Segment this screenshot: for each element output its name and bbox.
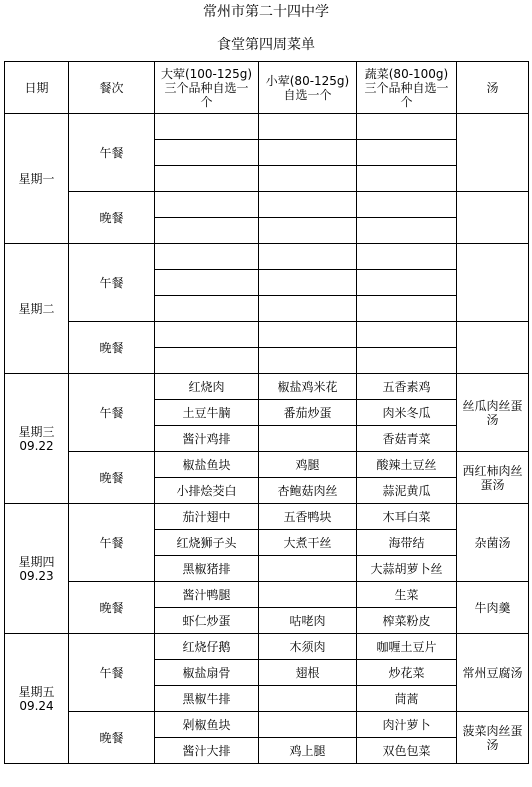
- table-row: [5, 114, 529, 140]
- big-meat-dish: 黑椒猪排: [155, 556, 259, 582]
- day-cell: [5, 244, 69, 374]
- table-row: [5, 322, 529, 348]
- header-small-meat-line: 小荤(80-125g): [265, 73, 350, 88]
- meal-cell-dinner: 晚餐: [69, 322, 155, 374]
- vegetable-dish: 大蒜胡萝卜丝: [357, 556, 457, 582]
- day-name: 星期五: [18, 684, 55, 699]
- small-meat-dish: [259, 686, 357, 712]
- small-meat-dish: 椒盐鸡米花: [259, 374, 357, 400]
- small-meat-dish: 鸡腿: [259, 452, 357, 478]
- table-row: [5, 192, 529, 218]
- vegetable-dish: [357, 296, 457, 322]
- big-meat-dish: 酱汁鸡排: [155, 426, 259, 452]
- big-meat-dish: 椒盐鱼块: [155, 452, 259, 478]
- school-name: 常州市第二十四中学: [203, 4, 329, 20]
- vegetable-dish: 双色包菜: [357, 738, 457, 764]
- vegetable-dish: [357, 192, 457, 218]
- small-meat-dish: [259, 348, 357, 374]
- small-meat-dish: 杏鲍菇肉丝: [259, 478, 357, 504]
- small-meat-dish: 鸡上腿: [259, 738, 357, 764]
- day-cell: [5, 504, 69, 634]
- header-vegetable-line: 三个品种自选一: [364, 80, 449, 95]
- small-meat-dish: 木须肉: [259, 634, 357, 660]
- day-name: 星期四: [18, 554, 55, 569]
- big-meat-dish: 酱汁鸭腿: [155, 582, 259, 608]
- big-meat-dish: [155, 244, 259, 270]
- small-meat-dish: [259, 244, 357, 270]
- big-meat-dish: [155, 218, 259, 244]
- soup-cell: [457, 192, 529, 244]
- vegetable-dish: 木耳白菜: [357, 504, 457, 530]
- header-big-meat-line: 大荤(100-125g): [160, 66, 253, 81]
- meal-cell-lunch: 午餐: [69, 114, 155, 192]
- small-meat-dish: [259, 166, 357, 192]
- day-cell: [5, 114, 69, 244]
- day-name: 星期二: [18, 301, 55, 316]
- table-row: [5, 374, 529, 400]
- day-date: 09.22: [19, 438, 54, 453]
- vegetable-dish: 酸辣土豆丝: [357, 452, 457, 478]
- meal-cell-lunch: 午餐: [69, 504, 155, 582]
- big-meat-dish: [155, 140, 259, 166]
- vegetable-dish: 咖喱土豆片: [357, 634, 457, 660]
- small-meat-dish: 咕咾肉: [259, 608, 357, 634]
- small-meat-dish: [259, 712, 357, 738]
- small-meat-dish: [259, 556, 357, 582]
- vegetable-dish: 香菇青菜: [357, 426, 457, 452]
- small-meat-dish: 翅根: [259, 660, 357, 686]
- big-meat-dish: 土豆牛腩: [155, 400, 259, 426]
- vegetable-dish: [357, 244, 457, 270]
- meal-cell-dinner: 晚餐: [69, 582, 155, 634]
- vegetable-dish: 五香素鸡: [357, 374, 457, 400]
- meal-cell-lunch: 午餐: [69, 244, 155, 322]
- big-meat-dish: [155, 322, 259, 348]
- vegetable-dish: 肉汁萝卜: [357, 712, 457, 738]
- small-meat-dish: [259, 270, 357, 296]
- small-meat-dish: 五香鸭块: [259, 504, 357, 530]
- soup-cell: 西红柿肉丝蛋汤: [457, 452, 529, 504]
- meal-cell-lunch: 午餐: [69, 634, 155, 712]
- big-meat-dish: 红烧狮子头: [155, 530, 259, 556]
- header-small-meat: [259, 62, 357, 114]
- table-row: [5, 712, 529, 738]
- small-meat-dish: [259, 582, 357, 608]
- header-big-meat-line: 三个品种自选一: [164, 80, 249, 95]
- vegetable-dish: [357, 270, 457, 296]
- table-row: [5, 634, 529, 660]
- soup-cell: 菠菜肉丝蛋汤: [457, 712, 529, 764]
- vegetable-dish: 榨菜粉皮: [357, 608, 457, 634]
- header-vegetable-line: 个: [400, 94, 413, 109]
- day-name: 星期一: [18, 171, 55, 186]
- big-meat-dish: [155, 114, 259, 140]
- vegetable-dish: 蒜泥黄瓜: [357, 478, 457, 504]
- soup-cell: 牛肉羹: [457, 582, 529, 634]
- soup-cell: 杂菌汤: [457, 504, 529, 582]
- vegetable-dish: 肉米冬瓜: [357, 400, 457, 426]
- vegetable-dish: [357, 140, 457, 166]
- meal-cell-dinner: 晚餐: [69, 192, 155, 244]
- vegetable-dish: [357, 166, 457, 192]
- vegetable-dish: [357, 114, 457, 140]
- soup-cell: 常州豆腐汤: [457, 634, 529, 712]
- header-row: [5, 62, 529, 114]
- small-meat-dish: [259, 192, 357, 218]
- vegetable-dish: 炒花菜: [357, 660, 457, 686]
- day-cell: [5, 634, 69, 764]
- day-date: 09.23: [19, 568, 54, 583]
- big-meat-dish: 小排烩茭白: [155, 478, 259, 504]
- table-row: [5, 244, 529, 270]
- vegetable-dish: [357, 348, 457, 374]
- vegetable-dish: [357, 218, 457, 244]
- soup-cell: [457, 244, 529, 322]
- small-meat-dish: [259, 218, 357, 244]
- big-meat-dish: [155, 270, 259, 296]
- small-meat-dish: [259, 322, 357, 348]
- vegetable-dish: 生菜: [357, 582, 457, 608]
- table-row: [5, 582, 529, 608]
- table-row: [5, 504, 529, 530]
- big-meat-dish: 剁椒鱼块: [155, 712, 259, 738]
- meal-cell-dinner: 晚餐: [69, 712, 155, 764]
- small-meat-dish: [259, 114, 357, 140]
- big-meat-dish: [155, 192, 259, 218]
- header-big-meat: [155, 62, 259, 114]
- vegetable-dish: [357, 322, 457, 348]
- day-name: 星期三: [18, 424, 55, 439]
- big-meat-dish: 黑椒牛排: [155, 686, 259, 712]
- meal-cell-lunch: 午餐: [69, 374, 155, 452]
- header-meal: 餐次: [69, 62, 155, 114]
- small-meat-dish: 大煮干丝: [259, 530, 357, 556]
- small-meat-dish: [259, 296, 357, 322]
- menu-table: [4, 61, 529, 764]
- soup-cell: 丝瓜肉丝蛋汤: [457, 374, 529, 452]
- header-soup: 汤: [457, 62, 529, 114]
- header-date: 日期: [5, 62, 69, 114]
- small-meat-dish: [259, 140, 357, 166]
- soup-cell: [457, 322, 529, 374]
- big-meat-dish: 红烧仔鹅: [155, 634, 259, 660]
- menu-title: 食堂第四周菜单: [217, 37, 315, 53]
- day-cell: [5, 374, 69, 504]
- vegetable-dish: 茼蒿: [357, 686, 457, 712]
- small-meat-dish: [259, 426, 357, 452]
- table-row: [5, 452, 529, 478]
- header-vegetable-line: 蔬菜(80-100g): [364, 66, 449, 81]
- big-meat-dish: [155, 296, 259, 322]
- day-date: 09.24: [19, 698, 54, 713]
- big-meat-dish: [155, 166, 259, 192]
- big-meat-dish: 茄汁翅中: [155, 504, 259, 530]
- small-meat-dish: 番茄炒蛋: [259, 400, 357, 426]
- big-meat-dish: 虾仁炒蛋: [155, 608, 259, 634]
- soup-cell: [457, 114, 529, 192]
- header-vegetable: [357, 62, 457, 114]
- header-small-meat-line: 自选一个: [283, 87, 332, 102]
- big-meat-dish: 酱汁大排: [155, 738, 259, 764]
- big-meat-dish: 红烧肉: [155, 374, 259, 400]
- meal-cell-dinner: 晚餐: [69, 452, 155, 504]
- big-meat-dish: [155, 348, 259, 374]
- header-big-meat-line: 个: [200, 94, 213, 109]
- vegetable-dish: 海带结: [357, 530, 457, 556]
- big-meat-dish: 椒盐扇骨: [155, 660, 259, 686]
